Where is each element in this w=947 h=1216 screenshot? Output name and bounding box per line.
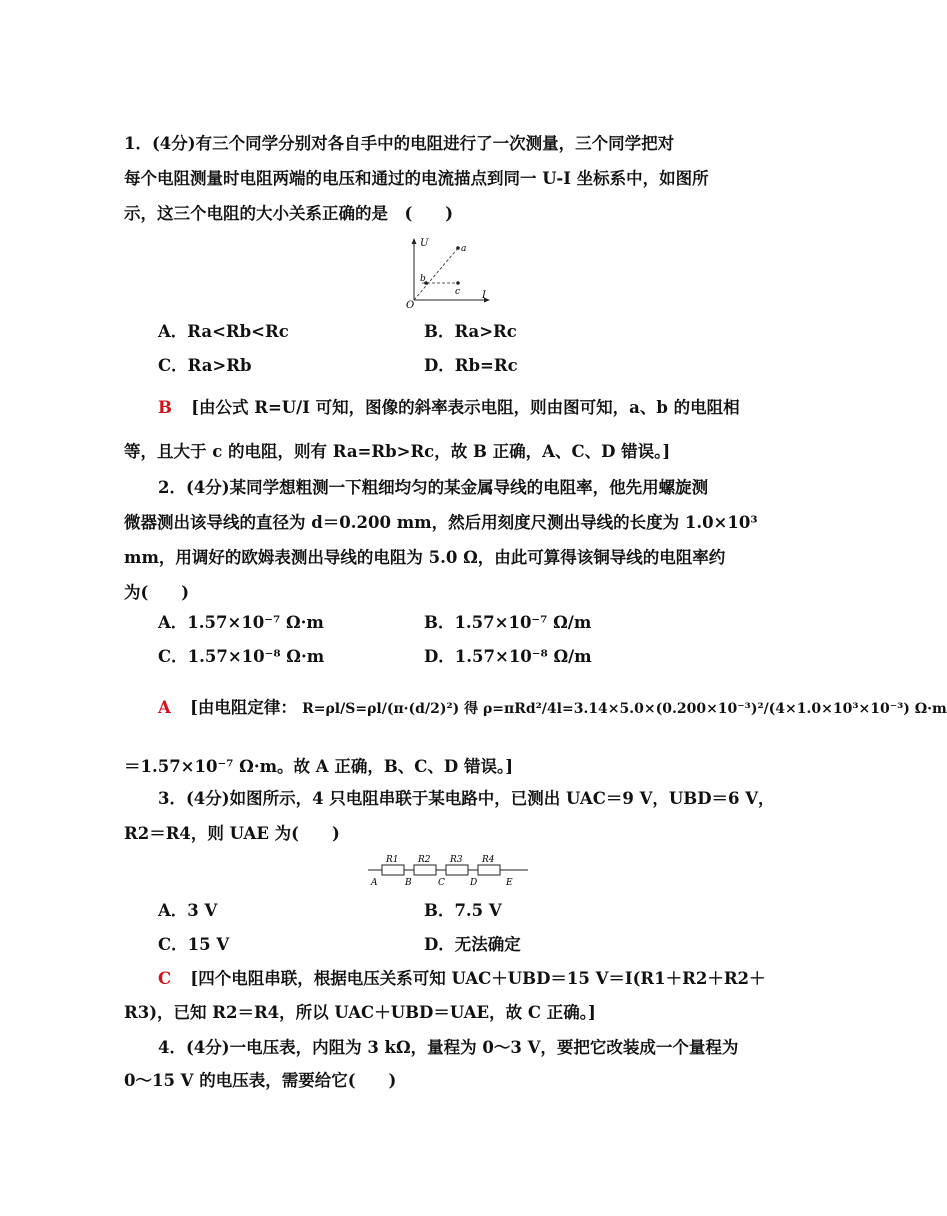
graph-point-a — [456, 246, 460, 250]
circuit-r1: R1 — [386, 855, 399, 865]
q1-option-d: D．Rb=Rc — [424, 356, 518, 375]
q2-option-d: D．1.57×10⁻⁸ Ω/m — [424, 647, 592, 666]
graph-label-b: b — [420, 274, 426, 284]
circuit-node-a: A — [371, 878, 378, 888]
q3-line-2: R2＝R4，则 UAE 为( ) — [124, 824, 340, 843]
q1-option-c: C．Ra>Rb — [158, 356, 252, 375]
circuit-r3: R3 — [450, 855, 463, 865]
q2-line-3: mm，用调好的欧姆表测出导线的电阻为 5.0 Ω，由此可算得该铜导线的电阻率约 — [124, 548, 726, 567]
graph-label-a: a — [461, 244, 467, 254]
q2-solution-equation: R=ρl/S=ρl/(π·(d/2)²) 得 ρ=πRd²/4l=3.14×5.0×(0.200×10⁻³)²/(4×1.0×10³×10⁻³) Ω·m — [302, 701, 947, 717]
q2-option-b: B．1.57×10⁻⁷ Ω/m — [424, 613, 592, 632]
q3-option-b: B．7.5 V — [424, 901, 502, 920]
circuit-r2: R2 — [418, 855, 431, 865]
q3-circuit-diagram — [366, 850, 530, 890]
circuit-node-c: C — [438, 878, 445, 888]
circuit-node-e: E — [506, 878, 513, 888]
q2-answer-letter: A — [158, 698, 171, 717]
q1-ui-graph — [400, 236, 496, 311]
q2-solution-line-2: ＝1.57×10⁻⁷ Ω·m。故 A 正确，B、C、D 错误。] — [124, 757, 514, 776]
q2-solution-prefix: [由电阻定律： — [190, 698, 297, 717]
q1-solution-line-2: 等，且大于 c 的电阻，则有 Ra=Rb>Rc，故 B 正确，A、C、D 错误。] — [124, 442, 671, 461]
q3-solution-text-1: [四个电阻串联，根据电压关系可知 UAC＋UBD＝15 V＝I(R1＋R2＋R2＋ — [190, 969, 766, 988]
graph-axis-u: U — [420, 238, 429, 249]
q3-option-d: D．无法确定 — [424, 935, 521, 954]
q1-option-b: B．Ra>Rc — [424, 322, 517, 341]
q2-solution-line-1 — [158, 698, 947, 719]
q1-solution-line-1 — [158, 398, 748, 418]
q3-option-c: C．15 V — [158, 935, 230, 954]
graph-point-c — [456, 281, 460, 285]
q1-answer-letter: B — [158, 398, 172, 417]
q2-line-2: 微器测出该导线的直径为 d＝0.200 mm，然后用刻度尺测出导线的长度为 1.0×10³ — [124, 513, 758, 532]
circuit-r4: R4 — [482, 855, 495, 865]
q4-line-2: 0～15 V 的电压表，需要给它( ) — [124, 1071, 397, 1090]
q2-line-4: 为( ) — [124, 583, 190, 602]
graph-label-c: c — [455, 287, 461, 297]
q4-line-1: 4．(4分)一电压表，内阻为 3 kΩ，量程为 0～3 V，要把它改装成一个量程为 — [158, 1038, 739, 1057]
q1-option-a: A．Ra<Rb<Rc — [158, 322, 289, 341]
graph-origin: O — [406, 300, 415, 311]
q3-solution-line-1 — [158, 969, 766, 989]
q1-line-1: 1．(4分)有三个同学分别对各自手中的电阻进行了一次测量，三个同学把对 — [124, 134, 675, 153]
q1-line-3: 示，这三个电阻的大小关系正确的是 ( ) — [124, 204, 454, 223]
q1-solution-text-1: [由公式 R=U/I 可知，图像的斜率表示电阻，则由图可知，a、b 的电阻相 — [191, 398, 740, 417]
q3-solution-line-2: R3)，已知 R2＝R4，所以 UAC＋UBD＝UAE，故 C 正确。] — [124, 1003, 596, 1022]
q3-option-a: A．3 V — [158, 901, 218, 920]
q3-answer-letter: C — [158, 969, 172, 988]
circuit-node-b: B — [405, 878, 412, 888]
graph-axis-i: I — [482, 290, 486, 301]
q2-line-1: 2．(4分)某同学想粗测一下粗细均匀的某金属导线的电阻率，他先用螺旋测 — [158, 478, 709, 497]
q2-option-c: C．1.57×10⁻⁸ Ω·m — [158, 647, 325, 666]
q1-line-2: 每个电阻测量时电阻两端的电压和通过的电流描点到同一 U-I 坐标系中，如图所 — [124, 169, 709, 188]
q3-line-1: 3．(4分)如图所示，4 只电阻串联于某电路中，已测出 UAC＝9 V，UBD＝6 V， — [158, 789, 775, 808]
circuit-node-d: D — [470, 878, 478, 888]
q2-option-a: A．1.57×10⁻⁷ Ω·m — [158, 613, 324, 632]
